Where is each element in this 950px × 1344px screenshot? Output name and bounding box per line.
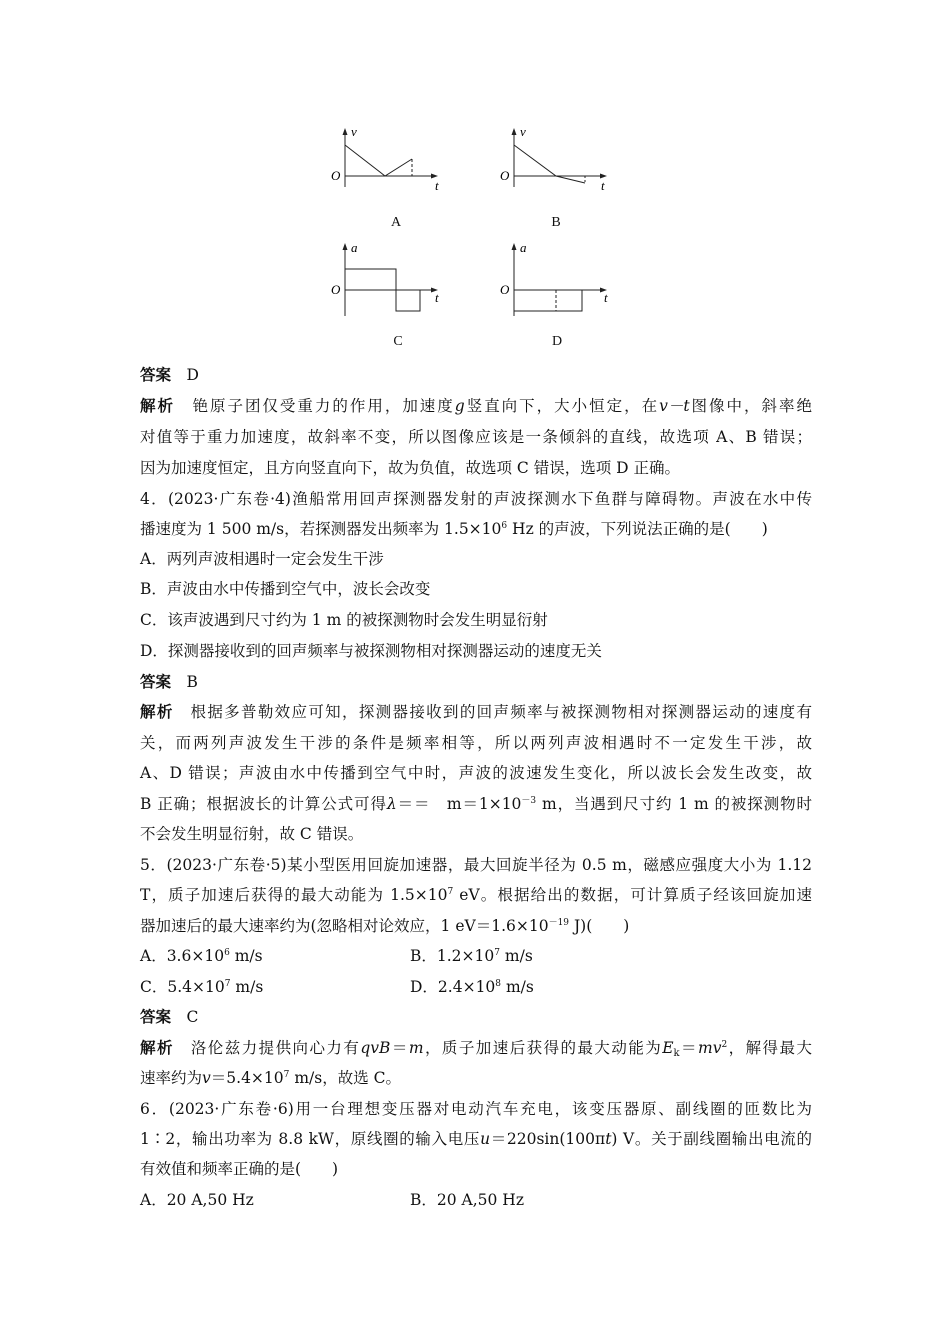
analysis-label: 解析 <box>140 1038 174 1057</box>
q5-option-b: B．$1.2\times 10^7$ m/s <box>410 947 533 965</box>
q6-option-b: B．20 A,50 Hz <box>410 1191 524 1209</box>
q3-analysis-line-3: 因为加速度恒定，且方向竖直向下，故为负值，故选项 C 错误，选项 D 正确。 <box>140 459 680 477</box>
q4-option-b: B．声波由水中传播到空气中，波长会改变 <box>140 580 431 598</box>
axis-label-v: v <box>351 125 357 139</box>
axis-label-a: a <box>520 240 527 255</box>
q5-stem-line-1: 5．(2023·广东卷·5)某小型医用回旋加速器，最大回旋半径为 0.5 m，磁感应强度大小为 1.12 <box>140 856 812 874</box>
axis-label-t: t <box>435 290 439 305</box>
q5-option-a: A．$3.6\times 10^6$ m/s <box>140 947 263 965</box>
q4-analysis-line-1: 解析 根据多普勒效应可知，探测器接收到的回声频率与被探测物相对探测器运动的速度有 <box>140 702 812 721</box>
q6-options-row-1 <box>140 1189 812 1211</box>
axis-label-v: v <box>520 125 526 139</box>
answer-label: 答案 <box>140 1007 172 1026</box>
axis-label-t: t <box>604 290 608 305</box>
q3-answer <box>140 364 812 386</box>
origin-label: O <box>500 282 510 297</box>
q4-analysis-line-5: 不会发生明显衍射，故 C 错误。 <box>140 825 364 843</box>
graph-c <box>325 238 445 318</box>
q6-stem-line-2: 1∶2，输出功率为 8.8 kW，原线圈的输入电压u＝220sin(100πt) V。关于副线圈输出电流的 <box>140 1130 812 1148</box>
answer-label: 答案 <box>140 672 172 691</box>
q5-stem-line-3: 器加速后的最大速率约为(忽略相对论效应，1 $eV=1.6\times 10^{-19}$ J)( ) <box>140 917 630 935</box>
q3-analysis-line-2: 对值等于重力加速度，故斜率不变，所以图像应该是一条倾斜的直线，故选项 A、B 错误； <box>140 428 812 446</box>
q4-analysis-line-3: A、D 错误；声波由水中传播到空气中时，声波的波速发生变化，所以波长会发生改变，故 <box>140 764 812 782</box>
q5-analysis-line-1: 解析 洛伦兹力提供向心力有qvB＝m，质子加速后获得的最大动能为$E_k=mv^2$，解得最大 <box>140 1038 812 1059</box>
q6-stem-line-1: 6．(2023·广东卷·6)用一台理想变压器对电动汽车充电，该变压器原、副线圈的匝数比为 <box>140 1100 812 1118</box>
answer-value: B <box>186 673 198 691</box>
answer-label: 答案 <box>140 365 172 384</box>
q4-option-d: D．探测器接收到的回声频率与被探测物相对探测器运动的速度无关 <box>140 642 602 660</box>
q4-stem-line-2: 播速度为 1 500 m/s，若探测器发出频率为 $1.5\times 10^6$ Hz 的声波，下列说法正确的是( ) <box>140 520 768 538</box>
caption-d: D <box>551 334 563 349</box>
analysis-label: 解析 <box>140 396 175 415</box>
graph-a <box>325 125 445 195</box>
q4-analysis-line-2: 关，而两列声波发生干涉的条件是频率相等，所以两列声波相遇时不一定发生干涉，故 <box>140 734 812 752</box>
q5-answer <box>140 1006 812 1028</box>
origin-label: O <box>500 168 510 183</box>
answer-value: C <box>186 1008 199 1026</box>
q4-answer <box>140 671 812 693</box>
answer-value: D <box>186 366 199 384</box>
origin-label: O <box>331 168 341 183</box>
caption-b: B <box>551 215 561 230</box>
axis-label-a: a <box>351 240 358 255</box>
graph-d <box>486 238 616 318</box>
q5-option-c: C．$5.4\times 10^7$ m/s <box>140 978 264 996</box>
q4-option-c: C．该声波遇到尺寸约为 1 m 的被探测物时会发生明显衍射 <box>140 611 548 629</box>
q4-stem-line-1: 4．(2023·广东卷·4)渔船常用回声探测器发射的声波探测水下鱼群与障碍物。声波在水中传 <box>140 490 812 508</box>
q6-option-a: A．20 A,50 Hz <box>140 1191 254 1209</box>
q4-option-a: A．两列声波相遇时一定会发生干涉 <box>140 550 384 568</box>
graph-b <box>486 125 616 195</box>
caption-c: C <box>393 334 403 349</box>
axis-label-t: t <box>601 178 605 193</box>
q5-stem-line-2: T，质子加速后获得的最大动能为 $1.5\times 10^7$ eV。根据给出的数据，可计算质子经该回旋加速 <box>140 886 812 904</box>
q5-analysis-line-2: 速率约为$v=5.4\times 10^7$ m/s，故选 C。 <box>140 1069 401 1087</box>
q5-options-row-1 <box>140 945 812 967</box>
q6-stem-line-3: 有效值和频率正确的是( ) <box>140 1160 339 1178</box>
analysis-label: 解析 <box>140 702 174 721</box>
q5-options-row-2 <box>140 976 812 998</box>
q4-analysis-line-4: B 正确；根据波长的计算公式可得λ＝＝ $m=1\times 10^{-3}$ m，当遇到尺寸约 1 m 的被探测物时 <box>140 795 812 813</box>
origin-label: O <box>331 282 341 297</box>
caption-a: A <box>390 215 402 230</box>
q3-analysis-line-1: 解析 铯原子团仅受重力的作用，加速度g竖直向下，大小恒定，在v－t图像中，斜率绝 <box>140 396 812 415</box>
q5-option-d: D．$2.4\times 10^8$ m/s <box>410 978 534 996</box>
axis-label-t: t <box>435 178 439 193</box>
